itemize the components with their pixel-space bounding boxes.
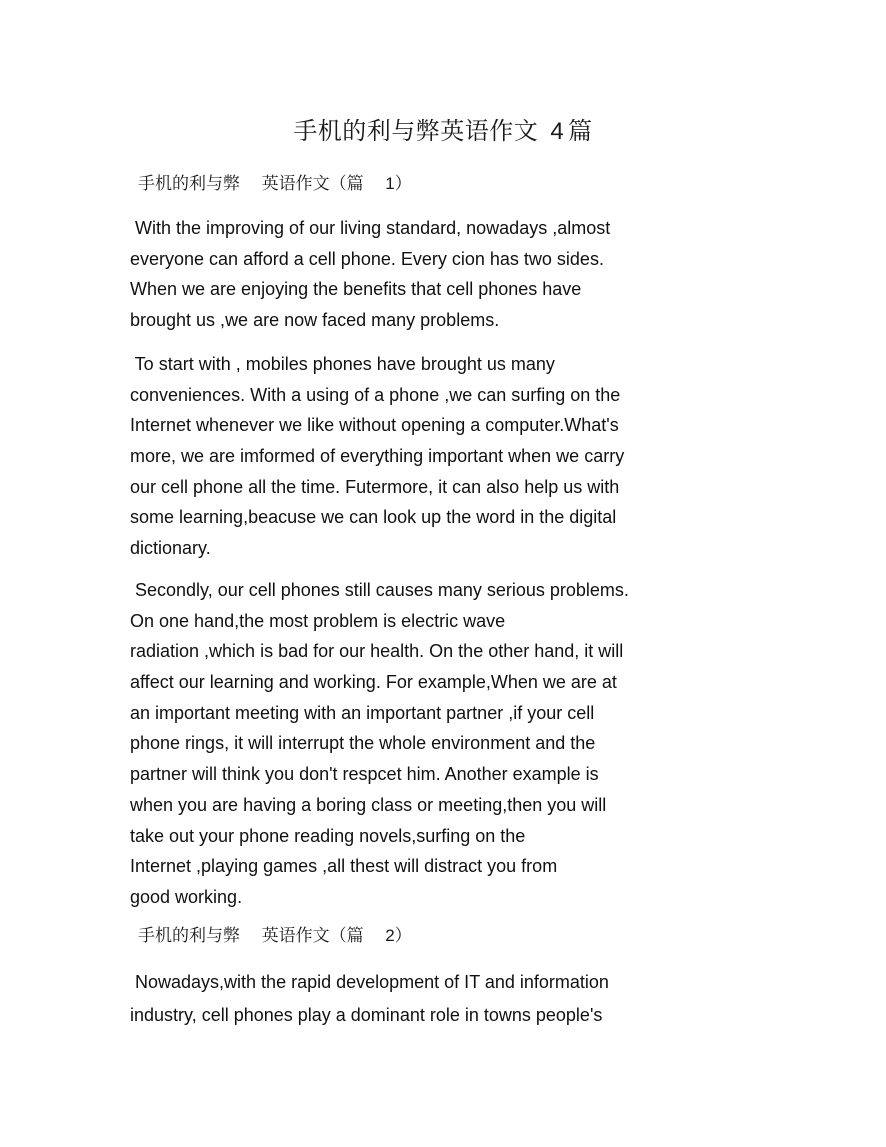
text-line: Secondly, our cell phones still causes many serious problems. [130, 580, 629, 600]
text-line: more, we are imformed of everything important when we carry [130, 446, 625, 467]
heading-part2: 英语作文（篇 [261, 174, 364, 194]
text-line: when you are having a boring class or meeting,then you will [130, 794, 607, 815]
text-line: industry, cell phones play a dominant role in towns people's [130, 1005, 603, 1025]
paragraph [130, 575, 690, 913]
heading-part1: 手机的利与弊 [138, 926, 240, 946]
text-line: an important meeting with an important partner ,if your cell [130, 702, 595, 723]
title-suffix: 篇 [568, 117, 593, 145]
heading-close: ） [394, 174, 412, 194]
text-line: Nowadays,with the rapid development of IT and information [130, 972, 609, 992]
heading-close: ） [394, 926, 412, 946]
text-line: good working. [130, 886, 243, 907]
paragraph [130, 213, 690, 336]
paragraph [130, 349, 690, 564]
text-line: To start with , mobiles phones have brought us many [130, 354, 555, 374]
heading-part1: 手机的利与弊 [138, 174, 240, 194]
text-line: brought us ,we are now faced many problems. [130, 310, 500, 331]
text-line: affect our learning and working. For example,When we are at [130, 672, 617, 693]
document-title [0, 113, 886, 150]
text-line: Internet whenever we like without opening a computer.What's [130, 415, 619, 436]
text-line: take out your phone reading novels,surfing on the [130, 825, 526, 846]
title-count: 4 [550, 118, 565, 145]
text-line: dictionary. [130, 538, 211, 559]
text-line: conveniences. With a using of a phone ,we can surfing on the [130, 384, 621, 405]
section-heading-1 [138, 172, 412, 196]
text-line: When we are enjoying the benefits that cell phones have [130, 279, 582, 300]
text-line: our cell phone all the time. Futermore, it can also help us with [130, 476, 620, 497]
text-line: radiation ,which is bad for our health. On the other hand, it will [130, 641, 624, 662]
heading-number: 2 [385, 926, 395, 945]
title-text: 手机的利与弊英语作文 [293, 117, 539, 145]
text-line: everyone can afford a cell phone. Every cion has two sides. [130, 248, 604, 269]
text-line: some learning,beacuse we can look up the word in the digital [130, 507, 617, 528]
paragraph [130, 966, 690, 1032]
text-line: On one hand,the most problem is electric wave [130, 610, 506, 631]
text-line: Internet ,playing games ,all thest will distract you from [130, 856, 558, 877]
text-line: partner will think you don't respcet him. Another example is [130, 764, 599, 785]
text-line: With the improving of our living standard, nowadays ,almost [130, 218, 611, 238]
section-heading-2 [138, 924, 412, 948]
heading-number: 1 [385, 174, 395, 193]
heading-part2: 英语作文（篇 [261, 926, 364, 946]
text-line: phone rings, it will interrupt the whole environment and the [130, 733, 596, 754]
